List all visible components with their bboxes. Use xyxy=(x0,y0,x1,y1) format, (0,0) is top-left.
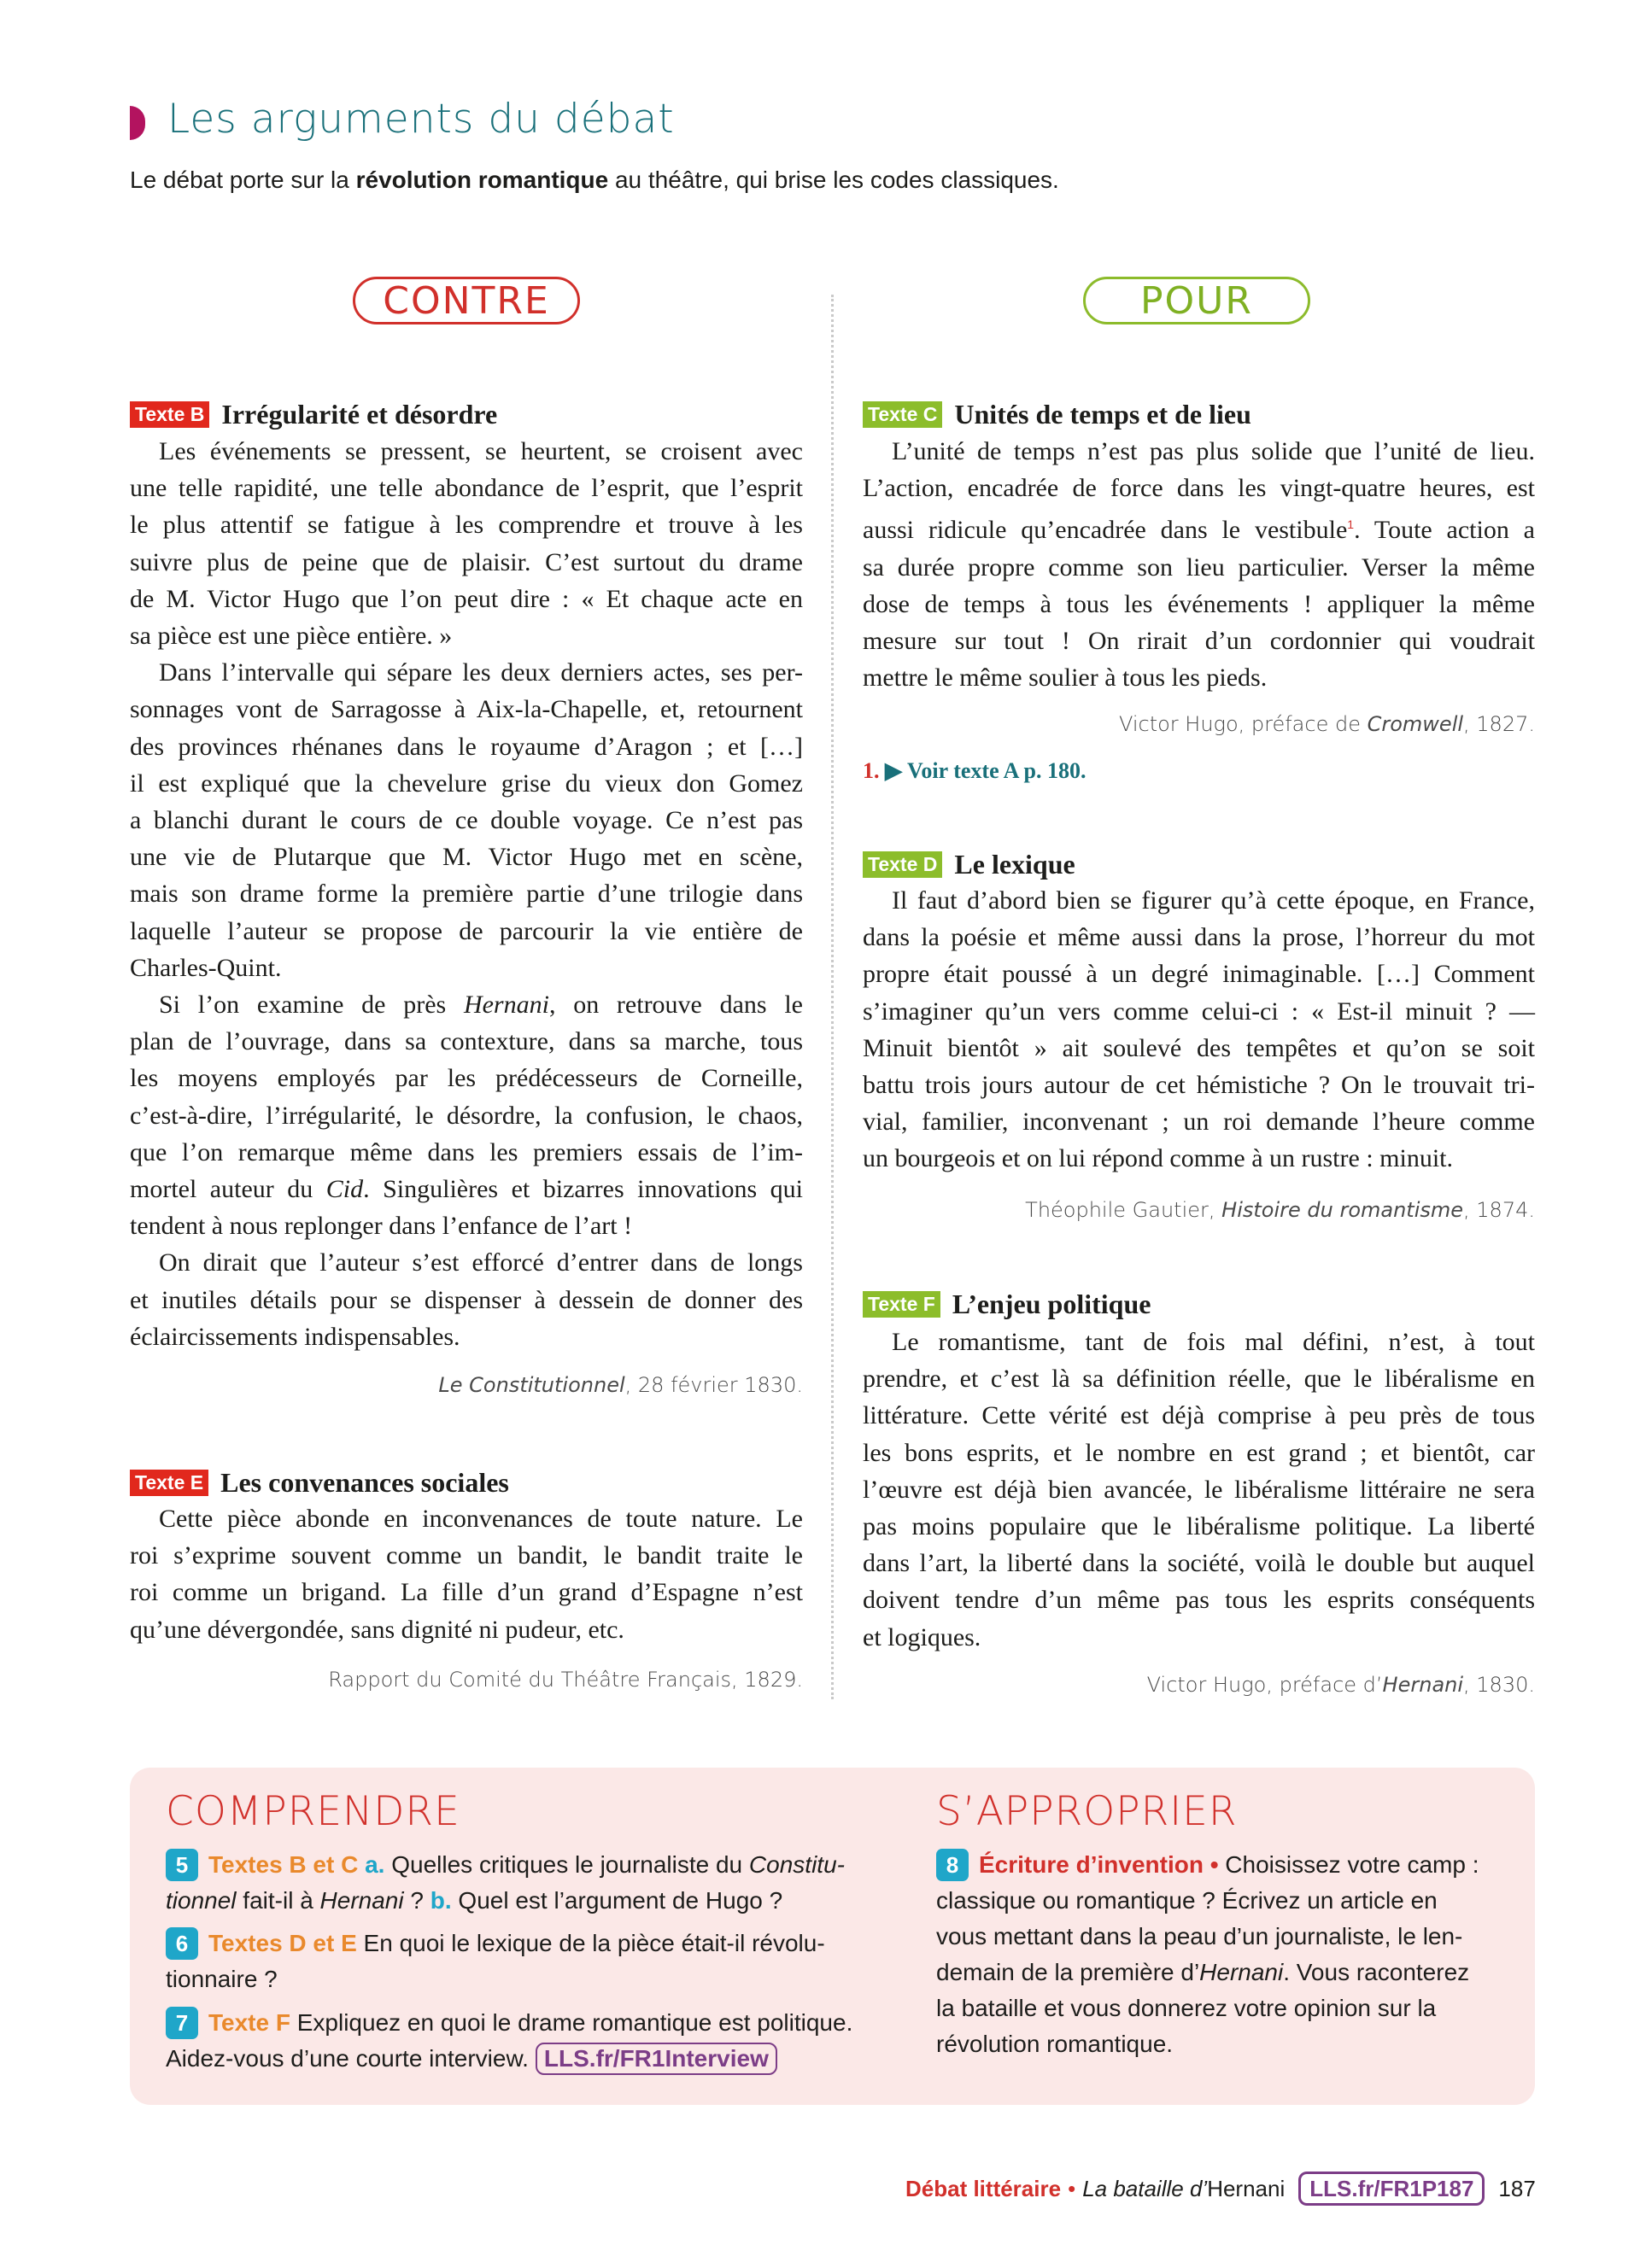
footnote-marker: 1 xyxy=(1347,517,1355,532)
footer-link[interactable]: LLS.fr/FR1P187 xyxy=(1298,2172,1485,2206)
footnote-link[interactable]: 1. ▶ Voir texte A p. 180. xyxy=(863,758,1086,783)
question-7: 7 Texte F Expliquez en quoi le drame romantique est politique. Aidez-vous d’une courte interview. LLS.fr/FR1Interview xyxy=(166,2005,852,2077)
texte-b-title: Irrégularité et désordre xyxy=(221,399,498,430)
question-8-number: 8 xyxy=(936,1849,969,1881)
texte-c-title: Unités de temps et de lieu xyxy=(954,399,1251,430)
texte-b-body: Les événements se pressent, se heurtent, se croisent avec une telle rapidité, une telle abondance de l’esprit, que l’esprit le plus attentif se fatigue à les comprendre et trouve à les suivre plus de peine que de plaisir. C’est surtout du drame de M. Victor Hugo que l’on peut dire : « Et chaque acte en sa pièce est une pièce entière. » Dans l’intervalle qui sépare les deux derniers actes, ses per- sonnages vont de Sarragosse à Aix-la-Chapelle, et, retournent des provinces rhénanes dans le royaume d’Aragon ; et […] il est expliqué que la chevelure grise du vieux don Gomez a blanchi durant le cours de ce double voyage. Ce n’est pas une vie de Plutarque que M. Victor Hugo met en scène, mais son drame forme la première partie d’une trilogie dans laquelle l’auteur se propose de parcourir la vie entière de Charles-Quint. Si l’on examine de près Hernani, on retrouve dans le plan de l’ouvrage, dans sa contexture, dans sa marche, tous les moyens employés par les prédécesseurs de Corneille, c’est-à-dire, l’irrégularité, le désordre, la confusion, le chaos, que l’on remarque même dans les premiers essais de l’im- mortel auteur du Cid. Singulières et bizarres innovations qui tendent à nous replonger dans l’enfance de l’art ! On dirait que l’auteur s’est efforcé d’entrer dans de longs et inutiles détails pour se dispenser à dessein de donner des éclaircissements indispensables. xyxy=(130,437,803,1351)
texte-e-badge: Texte E xyxy=(130,1470,208,1496)
texte-e-source: Rapport du Comité du Théâtre Français, 1829. xyxy=(328,1668,803,1692)
texte-b-source: Le Constitutionnel, 28 février 1830. xyxy=(438,1373,803,1397)
pour-header: POUR xyxy=(1083,277,1310,324)
texte-d-badge: Texte D xyxy=(863,851,942,878)
footer-section: Débat littéraire xyxy=(905,2175,1062,2201)
texte-e-body: Cette pièce abonde en inconvenances de toute nature. Le roi s’exprime souvent comme un bandit, le bandit traite le roi comme un brigand. La fille d’un grand d’Espagne n’est qu’une dévergondée, sans dignité ni pudeur, etc. xyxy=(130,1505,803,1644)
interview-link[interactable]: LLS.fr/FR1Interview xyxy=(536,2043,777,2075)
section-intro: Le débat porte sur la révolution romantique au théâtre, qui brise les codes classiques. xyxy=(130,167,1059,193)
contre-header: CONTRE xyxy=(353,277,580,324)
page-footer: Débat littéraire • La bataille d’ Hernani LLS.fr/FR1P187 187 xyxy=(905,2172,1536,2206)
section-title: Les arguments du débat xyxy=(167,96,675,143)
texte-d-title: Le lexique xyxy=(954,849,1075,880)
comprendre-title: COMPRENDRE xyxy=(166,1788,460,1835)
texte-f-heading xyxy=(863,1289,1535,1320)
column-divider xyxy=(831,295,834,1699)
texte-b-badge: Texte B xyxy=(130,401,209,428)
question-8: 8 Écriture d’invention • Choisissez votre camp : classique ou romantique ? Écrivez un article en vous mettant dans la peau d’un journaliste, le len- demain de la première d’Hernani. Vous raconterez la bataille et vous donnerez votre opinion sur la révolution romantique. xyxy=(936,1847,1479,2062)
question-5-number: 5 xyxy=(166,1849,198,1881)
texte-c-body: L’unité de temps n’est pas plus solide que l’unité de lieu. L’action, encadrée de force dans les vingt-quatre heures, est aussi ridicule qu’encadrée dans le vestibule$^1$. Toute action a sa durée propre comme son lieu particulier. Verser la même dose de temps à tous les événements ! appliquer la même mesure sur tout ! On rirait d’un cordonnier qui voudrait mettre le même soulier à tous les pieds. xyxy=(863,437,1535,693)
section-marker xyxy=(130,106,145,140)
texte-f-badge: Texte F xyxy=(863,1291,940,1318)
question-7-number: 7 xyxy=(166,2007,198,2039)
footer-subject: La bataille d’ xyxy=(1082,2175,1208,2201)
texte-c-badge: Texte C xyxy=(863,401,942,428)
texte-e-heading xyxy=(130,1467,803,1499)
texte-f-body: Le romantisme, tant de fois mal défini, n’est, à tout prendre, et c’est là sa définition réelle, que le libéralisme en littérature. Cette vérité est déjà comprise à peu près de tous les bons esprits, et le nombre en est grand ; et bientôt, car l’œuvre est déjà bien avancée, le libéralisme littéraire ne sera pas moins populaire que le libéralisme politique. La liberté dans l’art, la liberté dans la société, voilà le double but auquel doivent tendre d’un même pas tous les esprits conséquents et logiques. xyxy=(863,1328,1535,1651)
texte-d-body: Il faut d’abord bien se figurer qu’à cette époque, en France, dans la poésie et même aussi dans la prose, l’horreur du mot propre était poussé à un degré inimaginable. […] Comment s’imaginer qu’un vers comme celui-ci : « Est-il minuit ? — Minuit bientôt » ait soulevé des tempêtes et qu’on se soit battu trois jours autour de cet hémistiche ? On le trouvait tri- vial, familier, inconvenant ; un roi demande l’heure comme un bourgeois et on lui répond comme à un rustre : minuit. xyxy=(863,886,1535,1173)
texte-d-source: Théophile Gautier, Histoire du romantisme, 1874. xyxy=(1025,1198,1535,1222)
question-6-number: 6 xyxy=(166,1927,198,1960)
page-number: 187 xyxy=(1498,2175,1536,2201)
texte-b-heading xyxy=(130,399,803,430)
texte-f-source: Victor Hugo, préface d’Hernani, 1830. xyxy=(1146,1673,1535,1697)
texte-f-title: L’enjeu politique xyxy=(952,1289,1151,1319)
texte-c-source: Victor Hugo, préface de Cromwell, 1827. xyxy=(1118,712,1535,736)
question-6: 6 Textes D et E En quoi le lexique de la pièce était-il révolu- tionnaire ? xyxy=(166,1926,825,1997)
texte-e-title: Les convenances sociales xyxy=(220,1467,509,1498)
question-5: 5 Textes B et C a. Quelles critiques le journaliste du Constitu- tionnel fait-il à Hernani ? b. Quel est l’argument de Hugo ? xyxy=(166,1847,845,1919)
texte-c-heading xyxy=(863,399,1535,430)
texte-d-heading xyxy=(863,849,1535,880)
sapproprier-title: S’APPROPRIER xyxy=(936,1788,1238,1835)
